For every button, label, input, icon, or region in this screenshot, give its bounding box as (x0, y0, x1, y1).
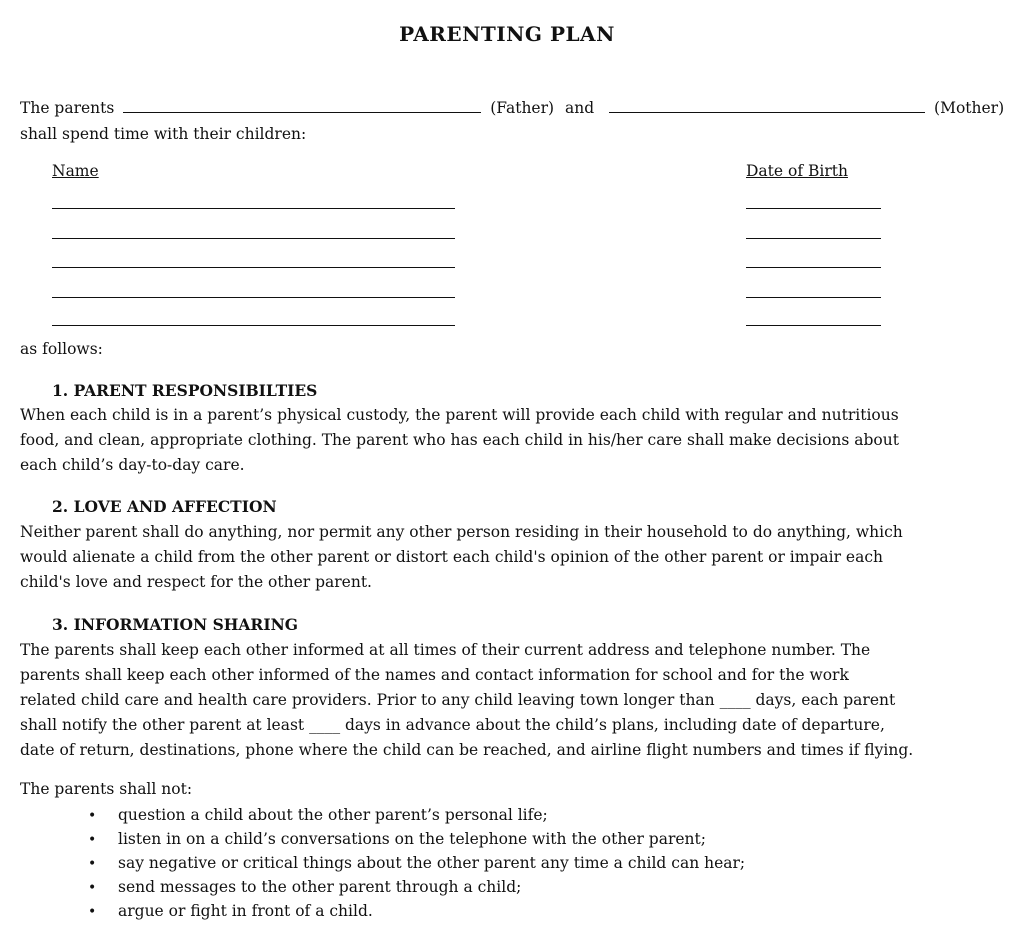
section-heading-love-and-affection: 2. LOVE AND AFFECTION (52, 497, 277, 516)
dob-column-header: Date of Birth (746, 162, 848, 180)
bullet-icon: • (88, 832, 97, 848)
paragraph-line: child's love and respect for the other parent. (20, 573, 372, 591)
list-item (88, 875, 745, 899)
child-name-line[interactable] (52, 208, 455, 209)
paragraph-line: food, and clean, appropriate clothing. The parent who has each child in his/her care shall make decisions about (20, 431, 899, 449)
shall-not-list (88, 803, 745, 923)
child-dob-line[interactable] (746, 325, 881, 326)
mother-name-blank[interactable] (609, 100, 925, 113)
child-dob-line[interactable] (746, 238, 881, 239)
section-body-love-and-affection (20, 520, 903, 595)
section-heading-information-sharing: 3. INFORMATION SHARING (52, 615, 298, 634)
section-body-information-sharing (20, 638, 913, 763)
paragraph-line: shall notify the other parent at least ____ days in advance about the child’s plans, including date of departure, (20, 716, 885, 734)
paragraph-line: The parents shall keep each other informed at all times of their current address and telephone number. The (20, 641, 871, 659)
list-item-text: send messages to the other parent through a child; (118, 878, 522, 896)
mother-label: (Mother) (934, 99, 1005, 117)
list-item-text: say negative or critical things about the other parent any time a child can hear; (118, 854, 746, 872)
child-name-line[interactable] (52, 297, 455, 298)
child-name-line[interactable] (52, 238, 455, 239)
father-label: (Father) (490, 99, 555, 117)
bullet-icon: • (88, 808, 97, 824)
list-item-text: listen in on a child’s conversations on the telephone with the other parent; (118, 830, 706, 848)
list-item-text: question a child about the other parent’s personal life; (118, 806, 548, 824)
section-heading-parent-responsibilities: 1. PARENT RESPONSIBILTIES (52, 381, 318, 400)
name-column-header: Name (52, 162, 99, 180)
paragraph-line: date of return, destinations, phone where the child can be reached, and airline flight numbers and times if flying. (20, 741, 914, 759)
section-body-parent-responsibilities (20, 403, 899, 478)
bullet-icon: • (88, 904, 97, 920)
paragraph-line: would alienate a child from the other parent or distort each child's opinion of the other parent or impair each (20, 548, 883, 566)
list-item (88, 851, 745, 875)
intro-line (20, 99, 1004, 117)
paragraph-line: When each child is in a parent’s physical custody, the parent will provide each child with regular and nutritious (20, 406, 899, 424)
and-label: and (565, 99, 595, 117)
as-follows-text: as follows: (20, 340, 103, 358)
list-item-text: argue or fight in front of a child. (118, 902, 373, 920)
child-name-line[interactable] (52, 267, 455, 268)
paragraph-line: each child’s day-to-day care. (20, 456, 245, 474)
paragraph-line: parents shall keep each other informed of the names and contact information for school and for the work (20, 666, 849, 684)
child-dob-line[interactable] (746, 267, 881, 268)
document-title: PARENTING PLAN (399, 22, 615, 46)
intro-line-2: shall spend time with their children: (20, 125, 307, 143)
list-item (88, 899, 745, 923)
bullet-icon: • (88, 856, 97, 872)
child-name-line[interactable] (52, 325, 455, 326)
list-item (88, 803, 745, 827)
paragraph-line: Neither parent shall do anything, nor permit any other person residing in their household to do anything, which (20, 523, 903, 541)
bullet-icon: • (88, 880, 97, 896)
paragraph-line: related child care and health care providers. Prior to any child leaving town longer than ____ days, each parent (20, 691, 896, 709)
father-name-blank[interactable] (123, 100, 481, 113)
child-dob-line[interactable] (746, 208, 881, 209)
the-parents-label: The parents (20, 99, 115, 117)
shall-not-intro: The parents shall not: (20, 780, 193, 798)
list-item (88, 827, 745, 851)
child-dob-line[interactable] (746, 297, 881, 298)
